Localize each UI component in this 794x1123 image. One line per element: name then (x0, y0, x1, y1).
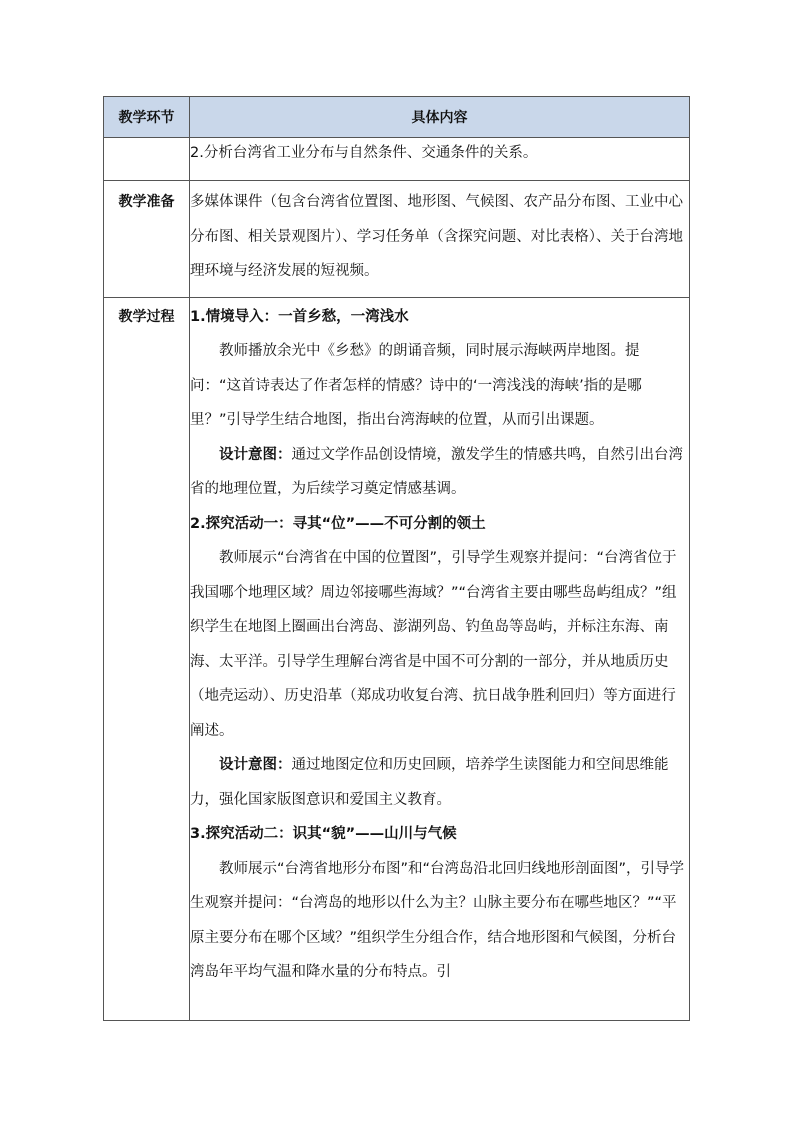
design-intent-text: 通过文学作品创设情境，激发学生的情感共鸣，自然引出台湾省的地理位置，为后续学习奠定情感基调。 (190, 446, 683, 497)
lesson-plan-table (103, 96, 690, 1021)
section-1-title: 1.情境导入：一首乡愁，一湾浅水 (190, 308, 409, 325)
header-cell-content (190, 97, 690, 138)
section-2-design-intent (190, 748, 689, 817)
header-cell-stage (104, 97, 190, 138)
preparation-text: 多媒体课件（包含台湾省位置图、地形图、气候图、农产品分布图、工业中心分布图、相关景观图片）、学习任务单（含探究问题、对比表格）、关于台湾地理环境与经济发展的短视频。 (190, 194, 683, 279)
section-2-paragraph: 教师展示“台湾省在中国的位置图”，引导学生观察并提问：“台湾省位于我国哪个地理区域？周边邻接哪些海域？”“台湾省主要由哪些岛屿组成？”组织学生在地图上圈画出台湾岛、澎湖列岛、钓鱼岛等岛屿，并标注东海、南海、太平洋。引导学生理解台湾省是中国不可分割的一部分，并从地质历史（地壳运动）、历史沿革（郑成功收复台湾、抗日战争胜利回归）等方面进行阐述。 (190, 550, 677, 739)
row-content-preparation (190, 181, 690, 298)
row-label-preparation: 教学准备 (104, 181, 190, 298)
row-label-process: 教学过程 (104, 297, 190, 1020)
section-1-design-intent (190, 438, 689, 507)
header-content-label: 具体内容 (411, 110, 468, 126)
table-header-row (104, 97, 690, 138)
row-label-empty (104, 138, 190, 181)
design-intent-label: 设计意图： (219, 446, 292, 463)
table-row-process (104, 297, 690, 1020)
design-intent-label: 设计意图： (219, 757, 292, 773)
section-3-title: 3.探究活动二：识其“貌”——山川与气候 (190, 826, 457, 842)
table-row-preparation (104, 181, 690, 298)
section-2-title: 2.探究活动一：寻其“位”——不可分割的领土 (190, 515, 486, 532)
header-stage-label: 教学环节 (118, 110, 175, 126)
design-intent-text: 通过地图定位和历史回顾，培养学生读图能力和空间思维能力，强化国家版图意识和爱国主义教育。 (190, 757, 669, 808)
table-row-objective-continued (104, 138, 690, 181)
objective-item-2: 2.分析台湾省工业分布与自然条件、交通条件的关系。 (190, 145, 538, 161)
row-content-objective (190, 138, 690, 181)
section-3-paragraph: 教师展示“台湾省地形分布图”和“台湾岛沿北回归线地形剖面图”，引导学生观察并提问：“台湾岛的地形以什么为主？山脉主要分布在哪些地区？”“平原主要分布在哪个区域？”组织学生分组合作，结合地形图和气候图，分析台湾岛年平均气温和降水量的分布特点。引 (190, 860, 685, 980)
section-1-paragraph: 教师播放余光中《乡愁》的朗诵音频，同时展示海峡两岸地图。提问：“这首诗表达了作者怎样的情感？诗中的‘一湾浅浅的海峡’指的是哪里？”引导学生结合地图，指出台湾海峡的位置，从而引出课题。 (190, 343, 642, 428)
row-content-process (190, 297, 690, 1020)
